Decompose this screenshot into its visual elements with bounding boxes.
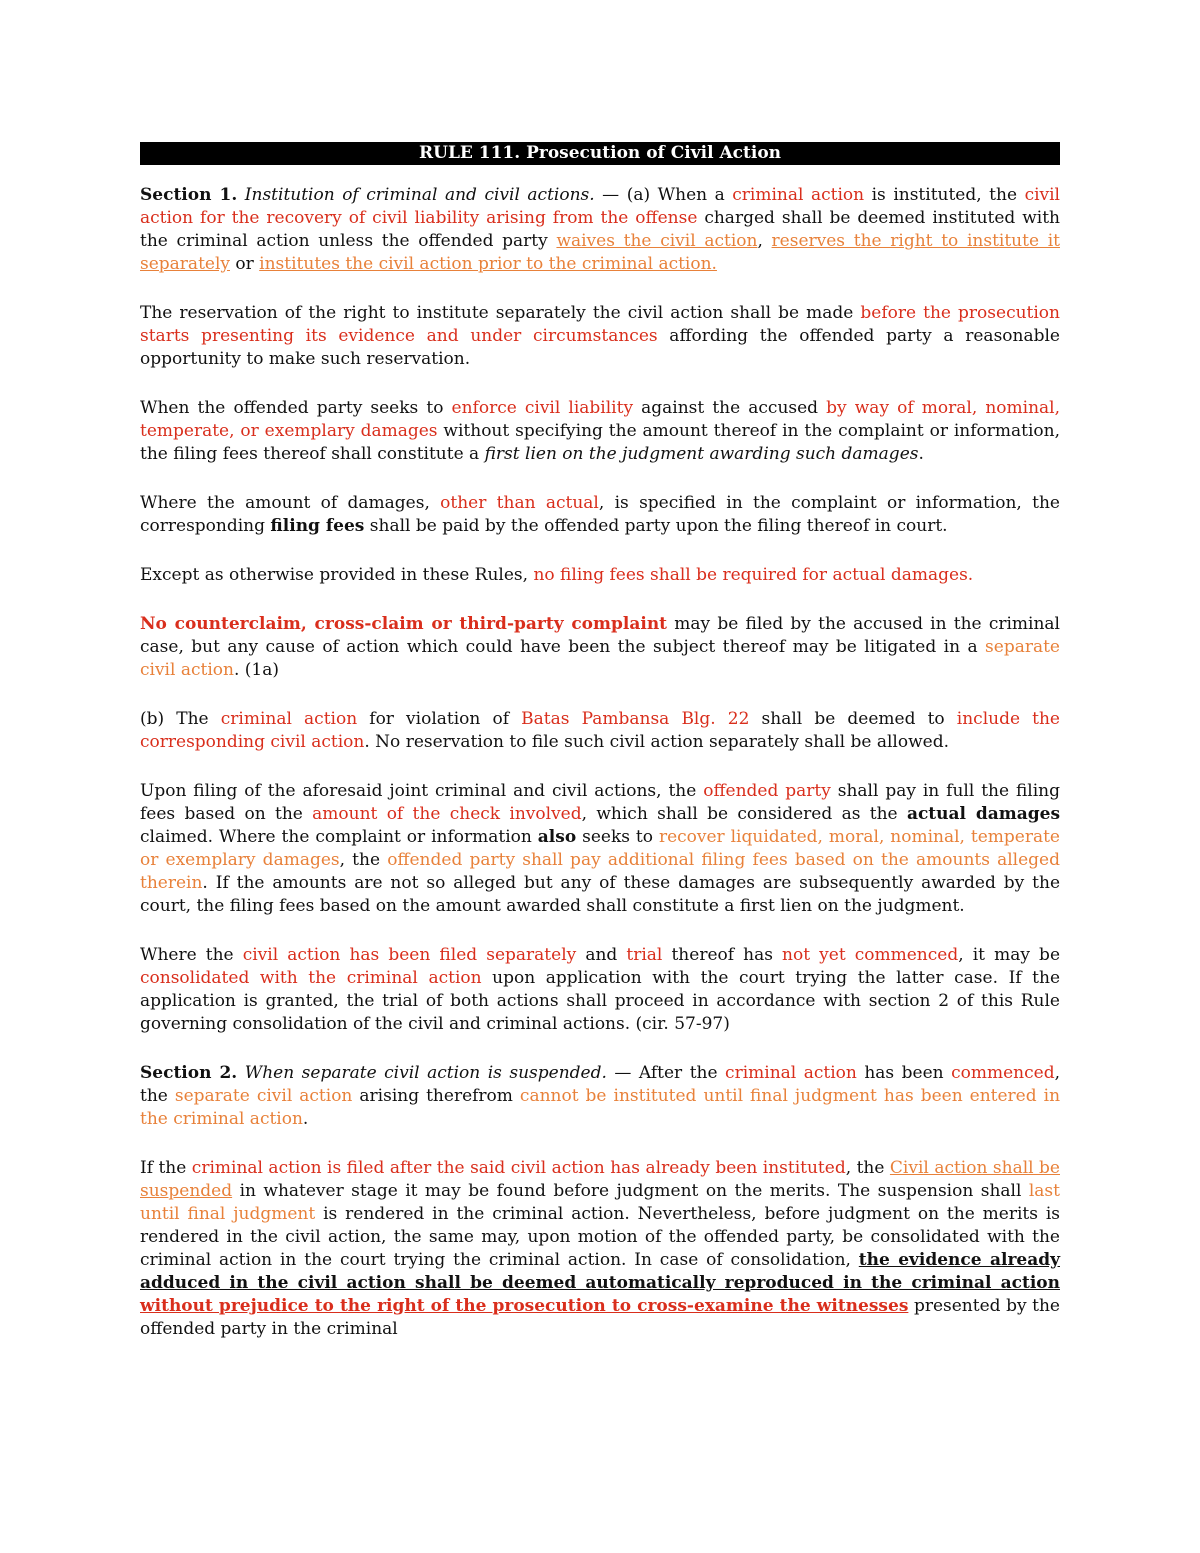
styled-text-run: first lien on the judgment awarding such damages	[484, 444, 919, 464]
styled-text-run: filing fees	[270, 516, 365, 536]
paragraph-s1f	[140, 613, 1060, 682]
text-run: is instituted, the	[864, 185, 1025, 205]
text-run: ,	[757, 231, 772, 251]
text-run: has been	[856, 1063, 952, 1083]
text-run	[237, 1063, 245, 1083]
styled-text-run: Section 2.	[140, 1063, 238, 1083]
styled-text-run: actual damages	[906, 804, 1061, 824]
document-body	[140, 184, 1060, 1341]
styled-text-run: consolidated with the criminal action	[140, 968, 482, 988]
paragraph-s1b	[140, 302, 1060, 371]
styled-text-run: commenced	[951, 1063, 1055, 1083]
paragraph-s1c	[140, 397, 1060, 466]
text-run: . (1a)	[233, 660, 279, 680]
text-run: Where the	[140, 945, 243, 965]
paragraph-s1d	[140, 492, 1060, 538]
styled-text-run: When separate civil action is suspended.	[244, 1063, 607, 1083]
styled-text-run: trial	[626, 945, 663, 965]
text-run: affording the offended party a reasonable opportunity to make such reservation.	[140, 326, 1060, 369]
styled-text-run: Batas Pambansa Blg. 22	[521, 709, 750, 729]
text-run: .	[918, 444, 924, 464]
text-run: — (a) When a	[594, 185, 733, 205]
paragraph-s1a	[140, 184, 1060, 276]
text-run: , which shall be considered as the	[581, 804, 907, 824]
styled-text-run: without prejudice to the right of the prosecution to cross-examine the witnesses	[140, 1296, 909, 1316]
paragraph-s1i	[140, 944, 1060, 1036]
styled-text-run: reserves the right to institute it separately	[140, 231, 1060, 274]
text-run: Where the amount of damages,	[140, 493, 441, 513]
text-run: , the	[845, 1158, 890, 1178]
styled-text-run: offended party shall pay additional filing fees based on the amounts alleged therein	[140, 850, 1060, 893]
text-run: The reservation of the right to institute separately the civil action shall be made	[140, 303, 861, 323]
text-run: shall be deemed to	[749, 709, 957, 729]
text-run: in whatever stage it may be found before judgment on the merits. The suspension shall	[232, 1181, 1029, 1201]
text-run: thereof has	[662, 945, 783, 965]
styled-text-run: institutes the civil action prior to the criminal action.	[259, 254, 717, 274]
styled-text-run: criminal action is filed after the said civil action has already been instituted	[191, 1158, 846, 1178]
text-run: presented by the offended party in the criminal	[140, 1296, 1060, 1339]
text-run: is rendered in the criminal action. Nevertheless, before judgment on the merits is rendered in the civil action, the same may, upon motion of the offended party, be consolidated with the criminal action in the court trying the criminal action. In case of consolidation,	[140, 1204, 1061, 1270]
text-run: (b) The	[140, 709, 221, 729]
text-run: against the accused	[633, 398, 827, 418]
styled-text-run: waives the civil action	[556, 231, 758, 251]
paragraph-s1h	[140, 780, 1060, 918]
text-run: , it may be	[958, 945, 1061, 965]
styled-text-run: civil action for the recovery of civil liability arising from the offense	[140, 185, 1060, 228]
styled-text-run: criminal action	[732, 185, 865, 205]
text-run: , the	[140, 1063, 1060, 1106]
styled-text-run: enforce civil liability	[451, 398, 634, 418]
styled-text-run: no filing fees shall be required for actual damages.	[533, 565, 974, 585]
text-run: for violation of	[357, 709, 522, 729]
styled-text-run: separate civil action	[140, 637, 1060, 680]
text-run: . If the amounts are not so alleged but any of these damages are subsequently awarded by the court, the filing fees based on the amount awarded shall constitute a first lien on the judgment.	[140, 873, 1060, 916]
text-run: claimed. Where the complaint or information	[140, 827, 538, 847]
text-run	[237, 185, 245, 205]
paragraph-s1g	[140, 708, 1060, 754]
styled-text-run: cannot be instituted until final judgment has been entered in the criminal action	[140, 1086, 1061, 1129]
styled-text-run: also	[537, 827, 577, 847]
text-run: or	[230, 254, 260, 274]
text-run: When the offended party seeks to	[140, 398, 452, 418]
text-run: shall pay in full the filing fees based on the	[140, 781, 1060, 824]
text-run: Except as otherwise provided in these Rules,	[140, 565, 534, 585]
paragraph-s1e	[140, 564, 1060, 587]
paragraph-s2a	[140, 1062, 1060, 1131]
styled-text-run: other than actual	[440, 493, 599, 513]
styled-text-run: amount of the check involved	[312, 804, 582, 824]
text-run: .	[302, 1109, 309, 1129]
paragraph-s2b	[140, 1157, 1060, 1341]
styled-text-run: criminal action	[220, 709, 358, 729]
styled-text-run: include the corresponding civil action	[140, 709, 1060, 752]
styled-text-run: Institution of criminal and civil actions.	[244, 185, 595, 205]
text-run: may be filed by the accused in the criminal case, but any cause of action which could have been the subject thereof may be litigated in a	[140, 614, 1060, 657]
styled-text-run: Section 1.	[140, 185, 238, 205]
styled-text-run: last until final judgment	[140, 1181, 1060, 1224]
text-run: arising therefrom	[352, 1086, 520, 1106]
text-run: upon application with the court trying the latter case. If the application is granted, the trial of both actions shall proceed in accordance with section 2 of this Rule governing consolidation of the civil and criminal actions. (cir. 57-97)	[140, 968, 1061, 1034]
styled-text-run: offended party	[703, 781, 831, 801]
text-run: , the	[339, 850, 388, 870]
styled-text-run: separate civil action	[174, 1086, 353, 1106]
text-run: and	[576, 945, 627, 965]
styled-text-run: the evidence already adduced in the civil action shall be deemed automatically reproduced in the criminal action	[140, 1250, 1060, 1293]
document-page	[140, 142, 1060, 1367]
styled-text-run: not yet commenced	[782, 945, 959, 965]
text-run: shall be paid by the offended party upon the filing thereof in court.	[364, 516, 948, 536]
text-run: charged shall be deemed instituted with the criminal action unless the offended party	[140, 208, 1060, 251]
text-run: Upon filing of the aforesaid joint criminal and civil actions, the	[140, 781, 704, 801]
styled-text-run: criminal action	[725, 1063, 857, 1083]
text-run: If the	[140, 1158, 192, 1178]
styled-text-run: by way of moral, nominal, temperate, or exemplary damages	[140, 398, 1060, 441]
text-run: seeks to	[576, 827, 659, 847]
text-run: without specifying the amount thereof in the complaint or information, the filing fees thereof shall constitute a	[140, 421, 1060, 464]
text-run: — After the	[606, 1063, 726, 1083]
styled-text-run: No counterclaim, cross-claim or third-party complaint	[140, 614, 668, 634]
text-run: . No reservation to file such civil action separately shall be allowed.	[364, 732, 949, 752]
styled-text-run: recover liquidated, moral, nominal, temperate or exemplary damages	[140, 827, 1060, 870]
styled-text-run: before the prosecution starts presenting its evidence and under circumstances	[140, 303, 1060, 346]
styled-text-run: Civil action shall be suspended	[140, 1158, 1060, 1201]
text-run: , is specified in the complaint or information, the corresponding	[140, 493, 1060, 536]
rule-title: RULE 111. Prosecution of Civil Action	[140, 142, 1060, 165]
styled-text-run: civil action has been filed separately	[242, 945, 577, 965]
